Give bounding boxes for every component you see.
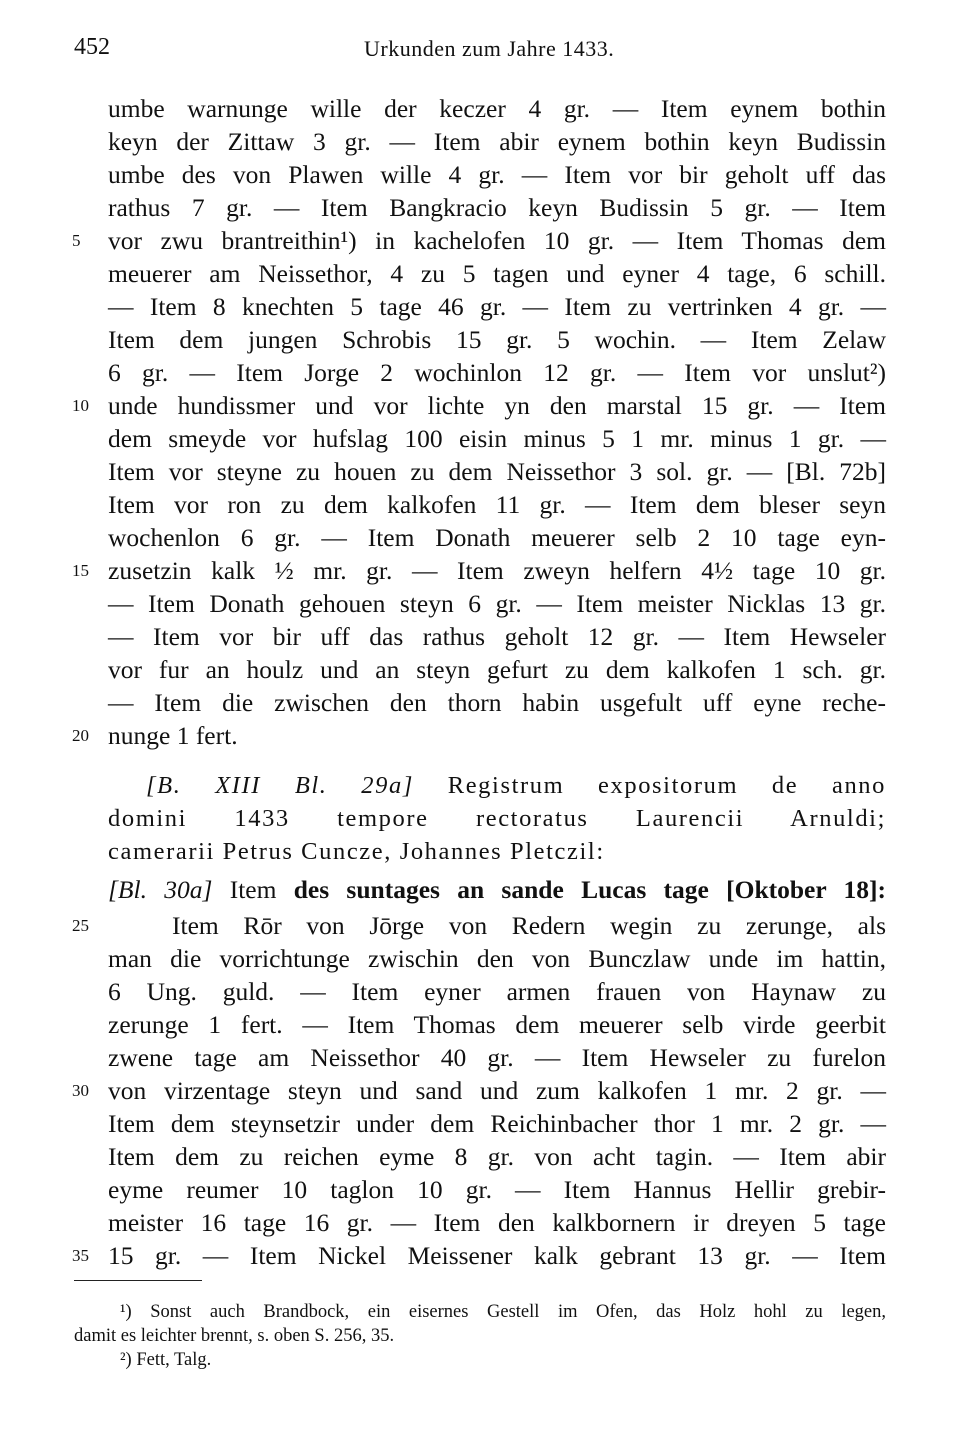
footnote-line: ¹) Sonst auch Brandbock, ein eisernes Gestell im Ofen, das Holz hohl zu legen, (120, 1302, 886, 1322)
body-line: zwene tage am Neissethor 40 gr. — Item Hewseler zu furelon (108, 1043, 886, 1072)
running-title: Urkunden zum Jahre 1433. (364, 36, 615, 61)
body-line: — Item 8 knechten 5 tage 46 gr. — Item zu vertrinken 4 gr. — (108, 292, 886, 321)
section-heading-line: domini 1433 tempore rectoratus Laurencii Arnuldi; (108, 805, 886, 832)
body-line: eyme reumer 10 taglon 10 gr. — Item Hannus Hellir grebir- (108, 1175, 886, 1204)
body-line: dem smeyde vor hufslag 100 eisin minus 5 1 mr. minus 1 gr. — (108, 424, 886, 453)
line-number: 30 (72, 1081, 89, 1100)
body-line: wochenlon 6 gr. — Item Donath meuerer selb 2 10 tage eyn- (108, 523, 886, 552)
body-line: vor zwu brantreithin¹) in kachelofen 10 gr. — Item Thomas dem (108, 226, 886, 255)
body-line: 6 Ung. guld. — Item eyner armen frauen von Haynaw zu (108, 977, 886, 1006)
body-line: — Item die zwischen den thorn habin usgefult uff eyne reche- (108, 688, 886, 717)
footnote-line: damit es leichter brennt, s. oben S. 256, 35. (74, 1326, 395, 1346)
body-line: von virzentage steyn und sand und zum kalkofen 1 mr. 2 gr. — (108, 1076, 886, 1105)
line-number: 25 (72, 916, 89, 935)
body-line: — Item vor bir uff das rathus geholt 12 gr. — Item Hewseler (108, 622, 886, 651)
body-line: umbe des von Plawen wille 4 gr. — Item vor bir geholt uff das (108, 160, 886, 189)
heading-text: Registrum expositorum de anno (447, 772, 887, 799)
body-line: Item dem steynsetzir under dem Reichinbacher thor 1 mr. 2 gr. — (108, 1109, 886, 1138)
body-line: keyn der Zittaw 3 gr. — Item abir eynem bothin keyn Budissin (108, 127, 886, 156)
entry-heading-line (108, 873, 886, 906)
page-header (74, 34, 894, 74)
body-line: — Item Donath gehouen steyn 6 gr. — Item meister Nicklas 13 gr. (108, 589, 886, 618)
body-line: meuerer am Neissethor, 4 zu 5 tagen und eyner 4 tage, 6 schill. (108, 259, 886, 288)
date-heading: des suntages an sande Lucas tage [Oktober 18]: (293, 875, 886, 904)
archive-reference: [Bl. 30a] (108, 875, 213, 904)
body-line: Item vor steyne zu houen zu dem Neissethor 3 sol. gr. — [Bl. 72b] (108, 457, 886, 486)
footnote-line: ²) Fett, Talg. (120, 1350, 212, 1370)
body-line: meister 16 tage 16 gr. — Item den kalkbornern ir dreyen 5 tage (108, 1208, 886, 1237)
body-line: 6 gr. — Item Jorge 2 wochinlon 12 gr. — Item vor unslut²) (108, 358, 886, 387)
line-number: 15 (72, 561, 89, 580)
page-number: 452 (74, 34, 110, 60)
body-line: unde hundissmer und vor lichte yn den marstal 15 gr. — Item (108, 391, 886, 420)
line-number: 10 (72, 396, 89, 415)
body-line: zusetzin kalk ½ mr. gr. — Item zweyn helfern 4½ tage 10 gr. (108, 556, 886, 585)
body-line: 15 gr. — Item Nickel Meissener kalk gebrant 13 gr. — Item (108, 1241, 886, 1270)
body-line: Item vor ron zu dem kalkofen 11 gr. — Item dem bleser seyn (108, 490, 886, 519)
archive-reference: [B. XIII Bl. 29a] (146, 772, 414, 799)
body-line: Item dem zu reichen eyme 8 gr. von acht tagin. — Item abir (108, 1142, 886, 1171)
body-line: man die vorrichtunge zwischin den von Bunczlaw unde im hattin, (108, 944, 886, 973)
body-line: zerunge 1 fert. — Item Thomas dem meuerer selb virde geerbit (108, 1010, 886, 1039)
body-line: Item dem jungen Schrobis 15 gr. 5 wochin. — Item Zelaw (108, 325, 886, 354)
body-line: vor fur an houlz und an steyn gefurt zu dem kalkofen 1 sch. gr. (108, 655, 886, 684)
body-line: Item Rōr von Jōrge von Redern wegin zu zerunge, als (172, 911, 886, 940)
section-heading-line: camerarii Petrus Cuncze, Johannes Pletczil: (108, 838, 605, 865)
body-line: nunge 1 fert. (108, 721, 238, 750)
body-line: rathus 7 gr. — Item Bangkracio keyn Budissin 5 gr. — Item (108, 193, 886, 222)
heading-text: Item (229, 875, 277, 904)
line-number: 20 (72, 726, 89, 745)
section-heading-line (146, 769, 886, 802)
body-line: umbe warnunge wille der keczer 4 gr. — Item eynem bothin (108, 94, 886, 123)
line-number: 5 (72, 231, 81, 250)
footnote-divider (74, 1280, 202, 1281)
line-number: 35 (72, 1246, 89, 1265)
